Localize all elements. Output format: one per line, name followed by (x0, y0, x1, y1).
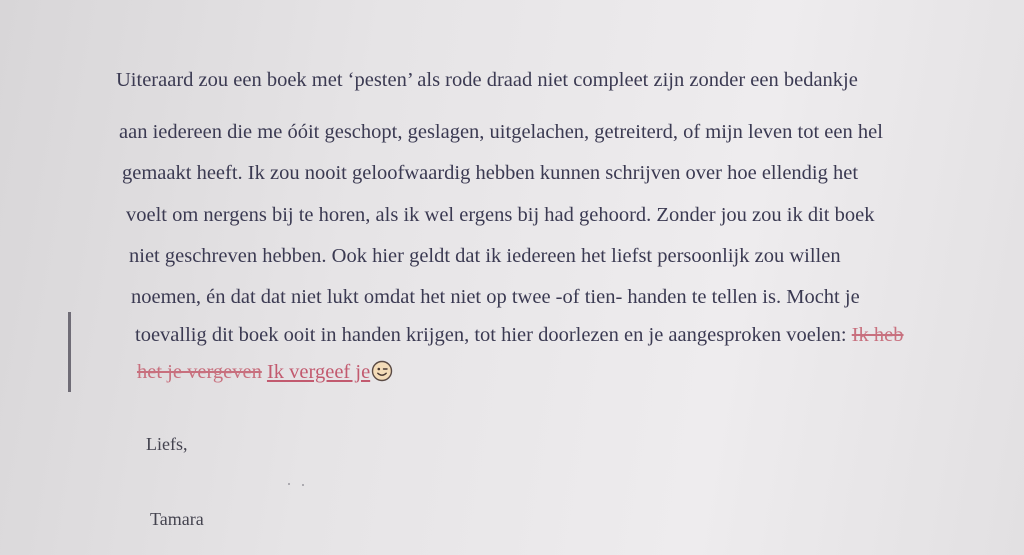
signature-text: Tamara (150, 509, 204, 529)
screen-speck (302, 484, 304, 486)
inserted-text: Ik vergeef je (266, 361, 371, 383)
paragraph-line: Uiteraard zou een boek met ‘pesten’ als rode draad niet compleet zijn zonder een bedankje (116, 69, 858, 91)
closing-text: Liefs, (146, 434, 188, 454)
paragraph-line (137, 360, 393, 384)
paragraph-line: noemen, én dat dat niet lukt omdat het niet op twee -of tien- handen te tellen is. Mocht je (131, 286, 860, 308)
paragraph-line (135, 323, 904, 347)
screen-speck (288, 483, 290, 485)
paragraph-line: aan iedereen die me óóit geschopt, geslagen, uitgelachen, getreiterd, of mijn leven tot een hel (119, 121, 883, 143)
winking-smiley-icon (371, 360, 393, 382)
paragraph-line: niet geschreven hebben. Ook hier geldt dat ik iedereen het liefst persoonlijk zou willen (129, 245, 841, 267)
paragraph-line: voelt om nergens bij te horen, als ik wel ergens bij had gehoord. Zonder jou zou ik dit boek (126, 204, 875, 226)
paragraph-line: gemaakt heeft. Ik zou nooit geloofwaardig hebben kunnen schrijven over hoe ellendig het (122, 162, 859, 184)
deleted-text: het je vergeven (137, 361, 262, 383)
paragraph-text: toevallig dit boek ooit in handen krijgen, tot hier doorlezen en je aangesproken voelen: (135, 324, 852, 346)
deleted-text: Ik heb (851, 324, 904, 346)
